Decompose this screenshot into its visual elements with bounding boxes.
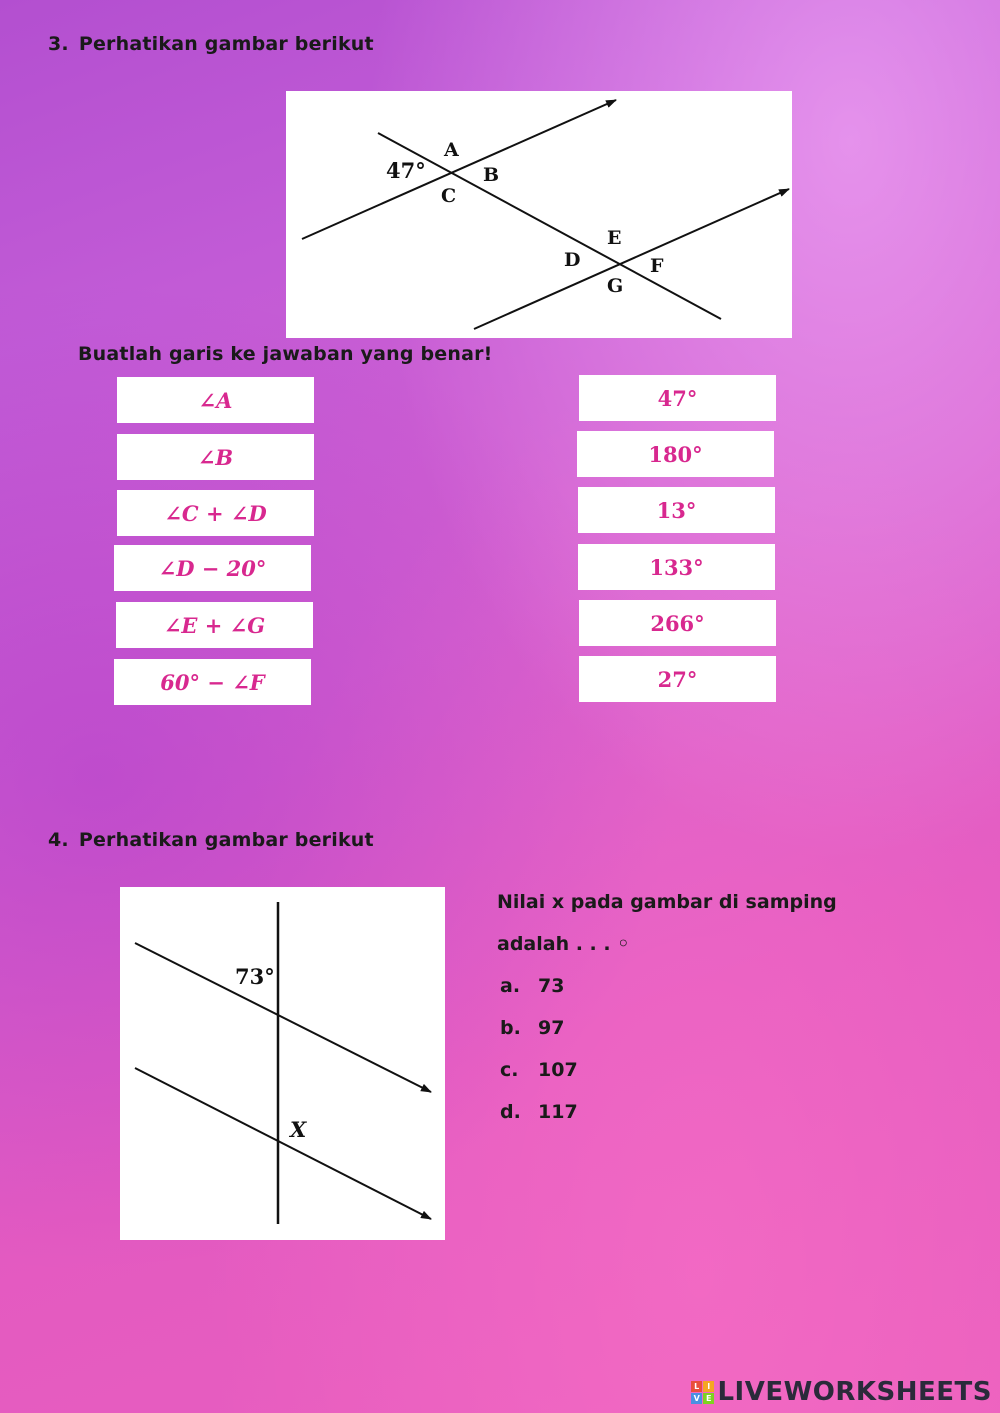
q4-diagram	[120, 887, 445, 1240]
option-a[interactable]	[497, 968, 897, 1010]
q3-title: Perhatikan gambar berikut	[78, 33, 374, 55]
option-d-letter: d.	[500, 1101, 521, 1123]
label-47: 47°	[386, 158, 426, 183]
match-right-5[interactable]: 266°	[579, 600, 776, 646]
label-D: D	[564, 249, 581, 271]
option-d-text: 117	[538, 1101, 578, 1123]
brand-text: LIVEWORKSHEETS	[717, 1377, 992, 1407]
match-right-1[interactable]: 47°	[579, 375, 776, 421]
match-left-1[interactable]: ∠A	[117, 377, 314, 423]
logo-letter-i: I	[703, 1381, 714, 1392]
q3-figure	[286, 91, 792, 338]
match-right-3[interactable]: 13°	[578, 487, 775, 533]
option-c[interactable]	[497, 1052, 897, 1094]
parallel-line-top	[302, 100, 616, 239]
q4-question-line2: adalah . . . ◦	[497, 933, 630, 955]
match-right-4[interactable]: 133°	[578, 544, 775, 590]
label-B: B	[483, 164, 500, 186]
label-F: F	[650, 255, 664, 277]
match-right-2[interactable]: 180°	[577, 431, 774, 477]
transversal-line	[378, 133, 721, 319]
option-c-text: 107	[538, 1059, 578, 1081]
option-b-text: 97	[538, 1017, 565, 1039]
label-x: X	[290, 1117, 307, 1142]
q4-number: 4.	[48, 829, 69, 851]
option-d[interactable]	[497, 1094, 897, 1136]
match-left-6[interactable]: 60° − ∠F	[114, 659, 311, 705]
q3-instruction: Buatlah garis ke jawaban yang benar!	[78, 343, 493, 365]
logo-letter-v: V	[691, 1393, 702, 1404]
q4-figure	[120, 887, 445, 1240]
option-a-letter: a.	[500, 975, 521, 997]
match-left-3[interactable]: ∠C + ∠D	[117, 490, 314, 536]
option-b-letter: b.	[500, 1017, 521, 1039]
logo-letter-e: E	[703, 1393, 714, 1404]
match-right-6[interactable]: 27°	[579, 656, 776, 702]
label-C: C	[441, 185, 457, 207]
option-a-text: 73	[538, 975, 565, 997]
logo-letter-l: L	[691, 1381, 702, 1392]
parallel-line-upper	[135, 943, 431, 1092]
match-left-5[interactable]: ∠E + ∠G	[116, 602, 313, 648]
option-b[interactable]	[497, 1010, 897, 1052]
liveworksheets-logo-icon	[691, 1381, 714, 1404]
q3-heading	[48, 33, 374, 55]
label-73: 73°	[235, 964, 275, 989]
q4-heading	[48, 829, 374, 851]
label-A: A	[444, 139, 459, 161]
match-left-4[interactable]: ∠D − 20°	[114, 545, 311, 591]
parallel-line-lower	[135, 1068, 431, 1219]
label-G: G	[607, 275, 624, 297]
match-left-2[interactable]: ∠B	[117, 434, 314, 480]
q4-question	[497, 884, 897, 1136]
label-E: E	[607, 227, 622, 249]
liveworksheets-brand	[691, 1377, 992, 1407]
q3-diagram	[286, 91, 792, 338]
q4-question-line1: Nilai x pada gambar di samping	[497, 891, 837, 913]
option-c-letter: c.	[500, 1059, 519, 1081]
q4-title: Perhatikan gambar berikut	[78, 829, 374, 851]
q3-number: 3.	[48, 33, 69, 55]
